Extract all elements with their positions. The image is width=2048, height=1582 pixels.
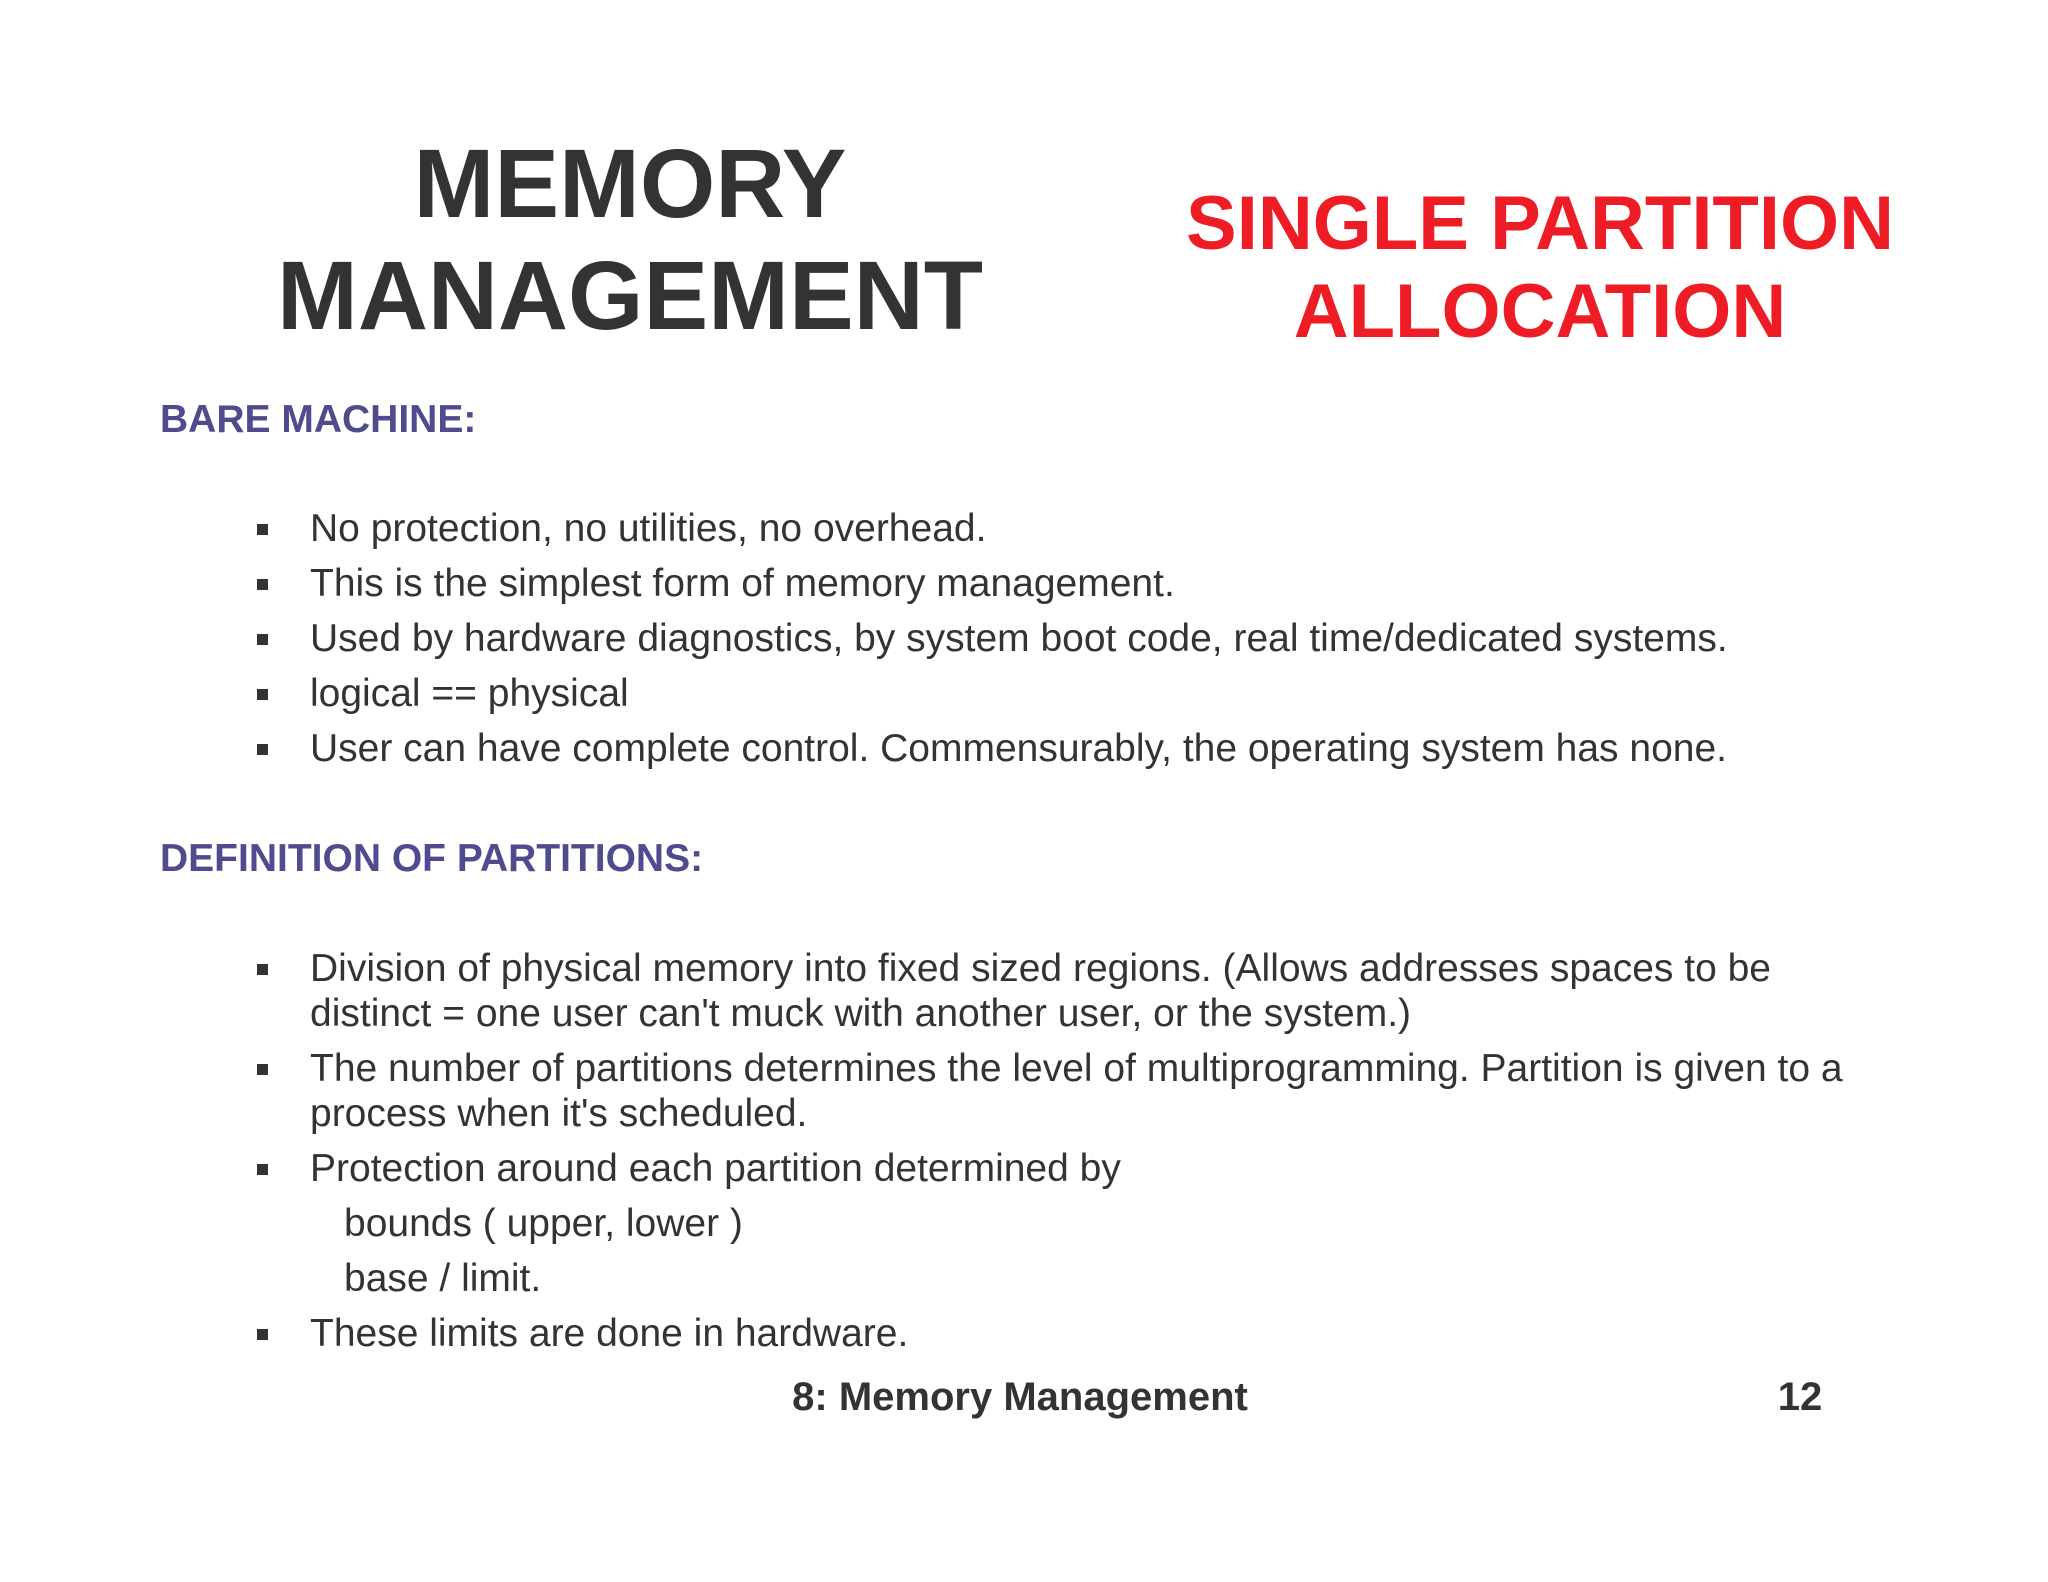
list-item [250, 1146, 1900, 1301]
list-item [250, 506, 1900, 551]
slide-subtitle-line2: ALLOCATION [1293, 269, 1787, 354]
slide-subtitle-line1: SINGLE PARTITION [1186, 181, 1894, 266]
square-bullet-icon [257, 524, 268, 535]
footer-title: 8: Memory Management [792, 1375, 1248, 1419]
list-item-text: Used by hardware diagnostics, by system boot code, real time/dedicated systems. [310, 617, 1728, 660]
slide-title-line1: MEMORY [413, 129, 847, 238]
list-item-text: Division of physical memory into fixed sized regions. (Allows addresses spaces to be distinct = one user can't muck with another user, or the system.) [310, 947, 1771, 1035]
list-item [250, 946, 1900, 1036]
list-sub-item: base / limit. [344, 1257, 542, 1300]
square-bullet-icon [257, 1064, 268, 1075]
list-sub-item: bounds ( upper, lower ) [344, 1202, 743, 1245]
list-item [250, 671, 1900, 716]
bare-machine-list [250, 506, 1900, 781]
list-item-text: logical == physical [310, 672, 629, 715]
list-item [250, 726, 1900, 771]
list-item-text: The number of partitions determines the level of multiprogramming. Partition is given to a process when it's scheduled. [310, 1047, 1843, 1135]
square-bullet-icon [257, 634, 268, 645]
partitions-list [250, 946, 1900, 1366]
page-number: 12 [1777, 1375, 1823, 1419]
list-item-text: User can have complete control. Commensurably, the operating system has none. [310, 727, 1727, 770]
slide-title-line2: MANAGEMENT [277, 241, 983, 350]
slide-title [240, 128, 1020, 352]
partitions-heading: DEFINITION OF PARTITIONS: [160, 837, 704, 880]
bare-machine-heading: BARE MACHINE: [160, 398, 477, 441]
slide-subtitle [1180, 180, 1900, 356]
list-item-text: No protection, no utilities, no overhead. [310, 507, 987, 550]
list-item-text: These limits are done in hardware. [310, 1312, 909, 1355]
square-bullet-icon [257, 744, 268, 755]
square-bullet-icon [257, 1164, 268, 1175]
square-bullet-icon [257, 579, 268, 590]
list-item-text: Protection around each partition determined by [310, 1147, 1121, 1190]
list-item-text: This is the simplest form of memory management. [310, 562, 1175, 605]
square-bullet-icon [257, 1329, 268, 1340]
list-item [250, 1046, 1900, 1136]
list-item [250, 561, 1900, 606]
list-item [250, 616, 1900, 661]
square-bullet-icon [257, 964, 268, 975]
square-bullet-icon [257, 689, 268, 700]
list-item [250, 1311, 1900, 1356]
